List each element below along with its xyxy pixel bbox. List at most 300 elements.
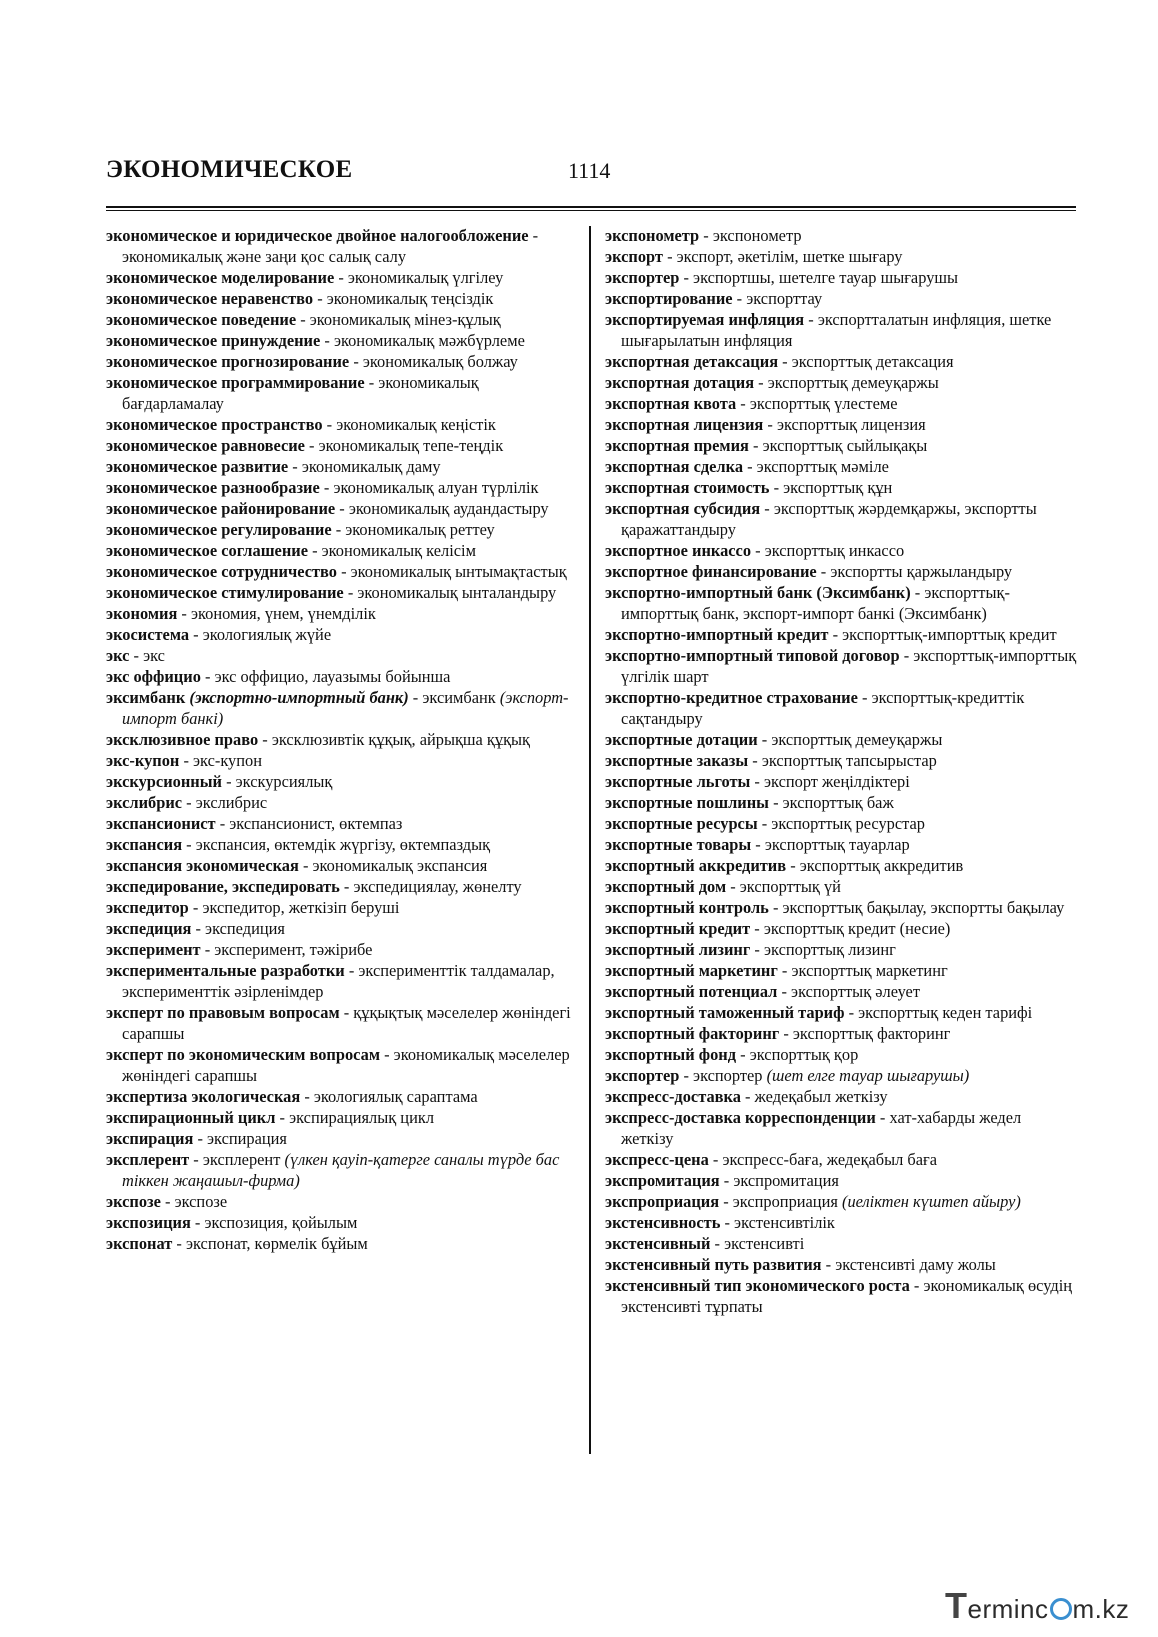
- entry-term: экспедитор: [106, 898, 189, 917]
- entry-definition: экономикалық даму: [301, 457, 441, 476]
- dictionary-entry: [106, 561, 580, 582]
- entry-definition: экономикалық өсудің экстенсивті тұрпаты: [621, 1276, 1073, 1316]
- entry-separator: -: [200, 940, 215, 959]
- entry-separator: -: [750, 940, 764, 959]
- dictionary-entry: [605, 561, 1077, 582]
- entry-term: экспортно-кредитное страхование: [605, 688, 858, 707]
- entry-separator: -: [769, 478, 784, 497]
- entry-separator: -: [319, 478, 334, 497]
- entry-separator: -: [179, 751, 193, 770]
- entry-definition: эксперименттік талдамалар, эксперименттік әзірленімдер: [122, 961, 555, 1001]
- entry-definition: экспорттық тапсырыстар: [761, 751, 937, 770]
- entry-separator: -: [331, 520, 346, 539]
- dictionary-entry: [106, 729, 580, 750]
- dictionary-entry: [106, 1149, 580, 1191]
- dictionary-entry: [605, 372, 1077, 393]
- entry-separator: -: [763, 415, 777, 434]
- entry-term: экспортная сделка: [605, 457, 744, 476]
- termincom-logo[interactable]: [945, 1585, 1145, 1625]
- entry-separator: -: [750, 772, 764, 791]
- dictionary-entry: [605, 309, 1077, 351]
- entry-definition: экономикалық ынтымақтастық: [350, 562, 567, 581]
- dictionary-entry: [106, 1233, 580, 1254]
- entry-separator: -: [191, 919, 206, 938]
- dictionary-entry: [605, 1086, 1077, 1107]
- entry-separator: -: [751, 835, 765, 854]
- entry-definition: экономикалық бағдарламалау: [122, 373, 479, 413]
- entry-definition: экспорттық жәрдемқаржы, экспортты қаражаттандыру: [621, 499, 1037, 539]
- entry-term: экспортный фонд: [605, 1045, 737, 1064]
- entry-definition: экспорттық баж: [782, 793, 894, 812]
- entry-separator: -: [182, 793, 196, 812]
- entry-term: экспортируемая инфляция: [605, 310, 805, 329]
- right-column: [605, 225, 1077, 1317]
- entry-term: экспирация: [106, 1129, 194, 1148]
- entry-term: экономическое прогнозирование: [106, 352, 350, 371]
- entry-term: экспортные ресурсы: [605, 814, 758, 833]
- logo-letter: T: [945, 1585, 968, 1626]
- dictionary-entry: [605, 1107, 1077, 1149]
- entry-term: экспортный аккредитив: [605, 856, 787, 875]
- entry-separator: -: [364, 373, 379, 392]
- dictionary-entry: [605, 960, 1077, 981]
- entry-separator: -: [160, 1192, 175, 1211]
- entry-note: (шет елге тауар шығарушы): [762, 1066, 970, 1085]
- entry-term: экономическое поведение: [106, 310, 297, 329]
- dictionary-entry: [605, 1275, 1077, 1317]
- entry-separator: -: [779, 1024, 793, 1043]
- entry-separator: -: [751, 541, 765, 560]
- entry-separator: -: [736, 394, 750, 413]
- entry-definition: экспортшы, шетелге тауар шығарушы: [693, 268, 959, 287]
- entry-separator: -: [777, 982, 792, 1001]
- dictionary-entry: [106, 834, 580, 855]
- entry-definition: экспорттық лизинг: [763, 940, 896, 959]
- entry-definition: экономикалық мәжбүрлеме: [333, 331, 525, 350]
- entry-definition: экспонометр: [712, 226, 802, 245]
- entry-separator: -: [380, 1045, 394, 1064]
- dictionary-entry: [605, 1065, 1077, 1086]
- dictionary-entry: [106, 792, 580, 813]
- entry-separator: -: [320, 331, 334, 350]
- entry-separator: -: [816, 562, 831, 581]
- entry-term: экстенсивный: [605, 1234, 711, 1253]
- entry-definition: экс: [143, 646, 165, 665]
- entry-definition: экспорттық үй: [739, 877, 841, 896]
- entry-separator: -: [699, 226, 713, 245]
- dictionary-entry: [605, 351, 1077, 372]
- entry-separator: -: [786, 856, 800, 875]
- entry-separator: -: [720, 1213, 735, 1232]
- dictionary-entry: [605, 1170, 1077, 1191]
- entry-definition: экскурсиялық: [235, 772, 333, 791]
- entry-separator: -: [190, 1213, 205, 1232]
- dictionary-entry: [106, 813, 580, 834]
- entry-definition: экспресс-баға, жедеқабыл баға: [722, 1150, 938, 1169]
- dictionary-entry: [605, 645, 1077, 687]
- entry-term: экономическое моделирование: [106, 268, 335, 287]
- dictionary-entry: [605, 981, 1077, 1002]
- entry-definition: экспорттық үлестеме: [749, 394, 898, 413]
- dictionary-entry: [605, 1002, 1077, 1023]
- dictionary-entry: [106, 372, 580, 414]
- dictionary-entry: [106, 1107, 580, 1128]
- entry-separator: -: [298, 856, 313, 875]
- entry-definition: экспирациялық цикл: [289, 1108, 434, 1127]
- dictionary-entry: [106, 456, 580, 477]
- entry-separator: -: [909, 1276, 924, 1295]
- entry-definition: экономикалық тепе-теңдік: [318, 436, 504, 455]
- dictionary-entry: [605, 267, 1077, 288]
- entry-term: экспортные дотации: [605, 730, 758, 749]
- dictionary-entry: [106, 1191, 580, 1212]
- dictionary-entry: [605, 582, 1077, 624]
- dictionary-entry: [106, 351, 580, 372]
- entry-term: экспортная лицензия: [605, 415, 764, 434]
- entry-separator: -: [760, 499, 774, 518]
- entry-term: экспонометр: [605, 226, 700, 245]
- entry-definition: экспорт, әкетілім, шетке шығару: [676, 247, 903, 266]
- dictionary-entry: [605, 1233, 1077, 1254]
- entry-separator: -: [288, 457, 302, 476]
- entry-definition: экс-купон: [193, 751, 262, 770]
- entry-separator: -: [828, 625, 843, 644]
- entry-separator: -: [844, 1003, 859, 1022]
- entry-definition: экспортер: [693, 1066, 763, 1085]
- entry-separator: -: [189, 1150, 203, 1169]
- entry-definition: экспортты қаржыландыру: [830, 562, 1013, 581]
- entry-term: экспортер: [605, 268, 680, 287]
- entry-separator: -: [528, 226, 539, 245]
- logo-text-start: erminc: [967, 1594, 1049, 1624]
- entry-definition: экспорттық-импорттық үлгілік шарт: [621, 646, 1077, 686]
- dictionary-entry: [106, 414, 580, 435]
- dictionary-entry: [106, 267, 580, 288]
- entry-separator: -: [748, 751, 762, 770]
- dictionary-entry: [106, 498, 580, 519]
- header-rule-thin: [106, 210, 1076, 211]
- entry-separator: -: [129, 646, 144, 665]
- entry-term: экс-купон: [106, 751, 180, 770]
- entry-separator: -: [182, 835, 196, 854]
- dictionary-entry: [106, 435, 580, 456]
- dictionary-entry: [106, 519, 580, 540]
- dictionary-entry: [605, 1191, 1077, 1212]
- dictionary-entry: [106, 1086, 580, 1107]
- entry-definition: экспозе: [174, 1192, 228, 1211]
- dictionary-entry: [605, 918, 1077, 939]
- entry-separator: -: [726, 877, 740, 896]
- entry-definition: құқықтық мәселелер жөніндегі сарапшы: [122, 1003, 571, 1043]
- entry-term: экономическое программирование: [106, 373, 365, 392]
- entry-definition: экстенсивтілік: [734, 1213, 835, 1232]
- entry-term: экспансионист: [106, 814, 216, 833]
- entry-separator: -: [339, 877, 354, 896]
- entry-term: экскурсионный: [106, 772, 222, 791]
- entry-separator: -: [719, 1171, 734, 1190]
- entry-term: экспортная стоимость: [605, 478, 770, 497]
- entry-definition: экономикалық келісім: [321, 541, 476, 560]
- entry-definition: экспансионист, өктемпаз: [229, 814, 403, 833]
- entry-term: экспозе: [106, 1192, 161, 1211]
- entry-term: экономическое соглашение: [106, 541, 308, 560]
- entry-definition: экспроприация: [732, 1192, 838, 1211]
- entry-separator: -: [344, 961, 359, 980]
- entry-term: экстенсивный тип экономического роста: [605, 1276, 910, 1295]
- entry-separator: -: [335, 499, 349, 518]
- entry-term: экспортный дом: [605, 877, 727, 896]
- entry-separator: -: [857, 688, 872, 707]
- entry-term: экспедирование, экспедировать: [106, 877, 340, 896]
- entry-term: экспортные товары: [605, 835, 752, 854]
- dictionary-entry: [106, 1128, 580, 1149]
- entry-definition: экспорт жеңілдіктері: [763, 772, 910, 791]
- entry-term: экспортное инкассо: [605, 541, 752, 560]
- entry-separator: -: [732, 289, 747, 308]
- entry-term: экспортно-импортный типовой договор: [605, 646, 900, 665]
- entry-definition: экономикалық мәселелер жөніндегі сарапшы: [122, 1045, 570, 1085]
- entry-term: экспорт: [605, 247, 663, 266]
- entry-term: эксклюзивное право: [106, 730, 259, 749]
- entry-term: экономическое разнообразие: [106, 478, 320, 497]
- entry-definition: экспорттық-импорттық кредит: [842, 625, 1057, 644]
- entry-definition: экспорттық детаксация: [791, 352, 954, 371]
- entry-term: эксплерент: [106, 1150, 190, 1169]
- entry-definition: экспирация: [207, 1129, 287, 1148]
- entry-definition: экономикалық және заңи қос салық салу: [122, 247, 407, 266]
- entry-term: экстенсивность: [605, 1213, 721, 1232]
- entry-term: экспортный таможенный тариф: [605, 1003, 845, 1022]
- entry-term: экспозиция: [106, 1213, 191, 1232]
- entry-term: экономическое равновесие: [106, 436, 305, 455]
- entry-term: экспортер: [605, 1066, 680, 1085]
- dictionary-entry: [106, 876, 580, 897]
- entry-separator: -: [708, 1150, 723, 1169]
- entry-separator: -: [336, 562, 351, 581]
- entry-term: эксперимент: [106, 940, 201, 959]
- entry-separator: -: [200, 667, 215, 686]
- dictionary-entry: [605, 1023, 1077, 1044]
- entry-definition: экономикалық кеңістік: [336, 415, 496, 434]
- dictionary-entry: [106, 309, 580, 330]
- entry-term: экспромитация: [605, 1171, 720, 1190]
- entry-definition: экономия, үнем, үнемділік: [190, 604, 376, 623]
- entry-definition: экологиялық сараптама: [313, 1087, 478, 1106]
- dictionary-entry: [106, 897, 580, 918]
- entry-definition: экспорттық әлеует: [791, 982, 920, 1001]
- entry-definition: экономикалық реттеу: [345, 520, 495, 539]
- entry-definition: экологиялық жүйе: [202, 625, 332, 644]
- entry-definition: экспорттық аккредитив: [799, 856, 964, 875]
- dictionary-entry: [605, 1212, 1077, 1233]
- entry-term: экономическое и юридическое двойное налогообложение: [106, 226, 529, 245]
- entry-definition: экспонат, көрмелік бұйым: [185, 1234, 368, 1253]
- entry-separator: -: [757, 730, 772, 749]
- entry-term: экспресс-доставка корреспонденции: [605, 1108, 876, 1127]
- entry-definition: экономикалық ынталандыру: [357, 583, 557, 602]
- entry-term: экспресс-доставка: [605, 1087, 741, 1106]
- dictionary-entry: [106, 750, 580, 771]
- circle-o-icon: [1050, 1598, 1072, 1620]
- entry-term: экосистема: [106, 625, 190, 644]
- entry-term: экономическое районирование: [106, 499, 336, 518]
- entry-definition: экспедитор, жеткізіп беруші: [202, 898, 400, 917]
- dictionary-entry: [605, 813, 1077, 834]
- entry-term: экспортный факторинг: [605, 1024, 780, 1043]
- entry-definition: экспорттық кредит (несие): [763, 919, 951, 938]
- entry-separator: -: [710, 1234, 725, 1253]
- dictionary-entry: [106, 939, 580, 960]
- entry-definition: экономикалық аудандастыру: [348, 499, 549, 518]
- dictionary-entry: [605, 288, 1077, 309]
- entry-definition: экономикалық экспансия: [312, 856, 488, 875]
- dictionary-entry: [605, 246, 1077, 267]
- entry-term: эксперт по экономическим вопросам: [106, 1045, 381, 1064]
- dictionary-entry: [106, 624, 580, 645]
- entry-separator: -: [719, 1192, 733, 1211]
- entry-separator: -: [215, 814, 230, 833]
- entry-term: экономическое развитие: [106, 457, 289, 476]
- entry-definition: экспорттық тауарлар: [764, 835, 910, 854]
- entry-term: экс оффицио: [106, 667, 201, 686]
- dictionary-entry: [106, 1044, 580, 1086]
- dictionary-entry: [106, 687, 580, 729]
- dictionary-entry: [106, 540, 580, 561]
- entry-separator: -: [679, 268, 694, 287]
- dictionary-entry: [106, 771, 580, 792]
- entry-term: экспортные пошлины: [605, 793, 769, 812]
- entry-term: экспортирование: [605, 289, 733, 308]
- entry-term: экспортная премия: [605, 436, 749, 455]
- entry-definition: экспедициялау, жөнелту: [353, 877, 522, 896]
- entry-separator: -: [821, 1255, 836, 1274]
- dictionary-entry: [605, 414, 1077, 435]
- entry-definition: экспорттық маркетинг: [791, 961, 948, 980]
- entry-definition: экстенсивті даму жолы: [835, 1255, 996, 1274]
- entry-separator: -: [768, 898, 783, 917]
- entry-term: экспонат: [106, 1234, 173, 1253]
- entry-definition: хат-хабарды жедел жеткізу: [621, 1108, 1022, 1148]
- logo-text-end: m.kz: [1072, 1594, 1130, 1624]
- entry-definition: экспорттық құн: [783, 478, 893, 497]
- entry-term: экономическое стимулирование: [106, 583, 344, 602]
- dictionary-entry: [106, 288, 580, 309]
- entry-term: экспортная детаксация: [605, 352, 779, 371]
- entry-separator: -: [343, 583, 358, 602]
- entry-definition: экспорттық ресурстар: [771, 814, 925, 833]
- entry-term: экспортный кредит: [605, 919, 751, 938]
- entry-term: экспресс-цена: [605, 1150, 709, 1169]
- entry-note: (экспорт-импорт банкі): [122, 688, 569, 728]
- entry-term: экономическое неравенство: [106, 289, 314, 308]
- entry-definition: эксимбанк: [422, 688, 496, 707]
- entry-definition: экспорттық-кредиттік сақтандыру: [621, 688, 1025, 728]
- entry-separator: -: [754, 373, 768, 392]
- entry-term: экспроприация: [605, 1192, 720, 1211]
- entry-definition: экспорттық лицензия: [776, 415, 926, 434]
- entry-definition: экономикалық болжау: [362, 352, 518, 371]
- dictionary-entry: [106, 1212, 580, 1233]
- dictionary-entry: [106, 225, 580, 267]
- page-header: [106, 156, 1076, 196]
- entry-term: эксперт по правовым вопросам: [106, 1003, 340, 1022]
- dictionary-entry: [605, 1044, 1077, 1065]
- page-number: 1114: [568, 158, 611, 183]
- entry-term: экспирационный цикл: [106, 1108, 276, 1127]
- entry-definition: экс оффицио, лауазымы бойынша: [214, 667, 451, 686]
- dictionary-entry: [605, 1149, 1077, 1170]
- entry-term-note: (экспортно-импортный банк): [185, 688, 409, 707]
- entry-separator: -: [910, 583, 925, 602]
- dictionary-entry: [605, 624, 1077, 645]
- entry-term: экспортный лизинг: [605, 940, 751, 959]
- dictionary-entry: [605, 939, 1077, 960]
- dictionary-entry: [605, 498, 1077, 540]
- entry-term: экстенсивный путь развития: [605, 1255, 822, 1274]
- entry-separator: -: [408, 688, 423, 707]
- entry-separator: -: [322, 415, 337, 434]
- entry-term: экспортные заказы: [605, 751, 749, 770]
- entry-definition: экспорттық бақылау, экспортты бақылау: [782, 898, 1065, 917]
- entry-separator: -: [313, 289, 327, 308]
- entry-term: экспортные льготы: [605, 772, 751, 791]
- entry-definition: экспорттық демеуқаржы: [771, 730, 943, 749]
- dictionary-entry: [106, 960, 580, 1002]
- entry-definition: экономикалық теңсіздік: [326, 289, 494, 308]
- dictionary-entry: [605, 897, 1077, 918]
- entry-term: экспортно-импортный кредит: [605, 625, 829, 644]
- entry-separator: -: [188, 898, 203, 917]
- entry-separator: -: [679, 1066, 694, 1085]
- dictionary-entry: [605, 687, 1077, 729]
- entry-separator: -: [193, 1129, 208, 1148]
- entry-separator: -: [750, 919, 764, 938]
- entry-definition: экспорттық демеуқаржы: [767, 373, 939, 392]
- entry-note: (иеліктен күштеп айыру): [837, 1192, 1021, 1211]
- entry-separator: -: [172, 1234, 186, 1253]
- entry-term: экспортный потенциал: [605, 982, 778, 1001]
- entry-separator: -: [768, 793, 783, 812]
- entry-term: экспансия: [106, 835, 183, 854]
- entry-separator: -: [757, 814, 772, 833]
- entry-separator: -: [743, 457, 757, 476]
- running-head: ЭКОНОМИЧЕСКОЕ: [106, 156, 353, 183]
- entry-term: экспортный контроль: [605, 898, 769, 917]
- dictionary-entry: [106, 645, 580, 666]
- entry-definition: экспорттық-импорттық банк, экспорт-импорт банкі (Эксимбанк): [621, 583, 1010, 623]
- entry-note: (үлкен қауіп-қатерге саналы түрде бас тіккен жаңашыл-фирма): [122, 1150, 560, 1190]
- entry-definition: экстенсивті: [724, 1234, 805, 1253]
- column-divider: [589, 226, 591, 1454]
- entry-definition: экслибрис: [195, 793, 268, 812]
- entry-definition: жедеқабыл жеткізу: [754, 1087, 888, 1106]
- entry-separator: -: [296, 310, 310, 329]
- entry-definition: эксперимент, тәжірибе: [214, 940, 373, 959]
- entry-term: экономическое принуждение: [106, 331, 321, 350]
- header-rule-thick: [106, 206, 1076, 208]
- entry-term: экспортная дотация: [605, 373, 755, 392]
- entry-definition: экспорттық қор: [749, 1045, 859, 1064]
- entry-term: экспансия экономическая: [106, 856, 299, 875]
- dictionary-entry: [106, 666, 580, 687]
- entry-term: экс: [106, 646, 130, 665]
- entry-term: экспериментальные разработки: [106, 961, 345, 980]
- entry-term: экспортная квота: [605, 394, 737, 413]
- dictionary-entry: [605, 477, 1077, 498]
- entry-term: экономическое сотрудничество: [106, 562, 337, 581]
- entry-definition: экспорттық инкассо: [764, 541, 905, 560]
- dictionary-entry: [605, 225, 1077, 246]
